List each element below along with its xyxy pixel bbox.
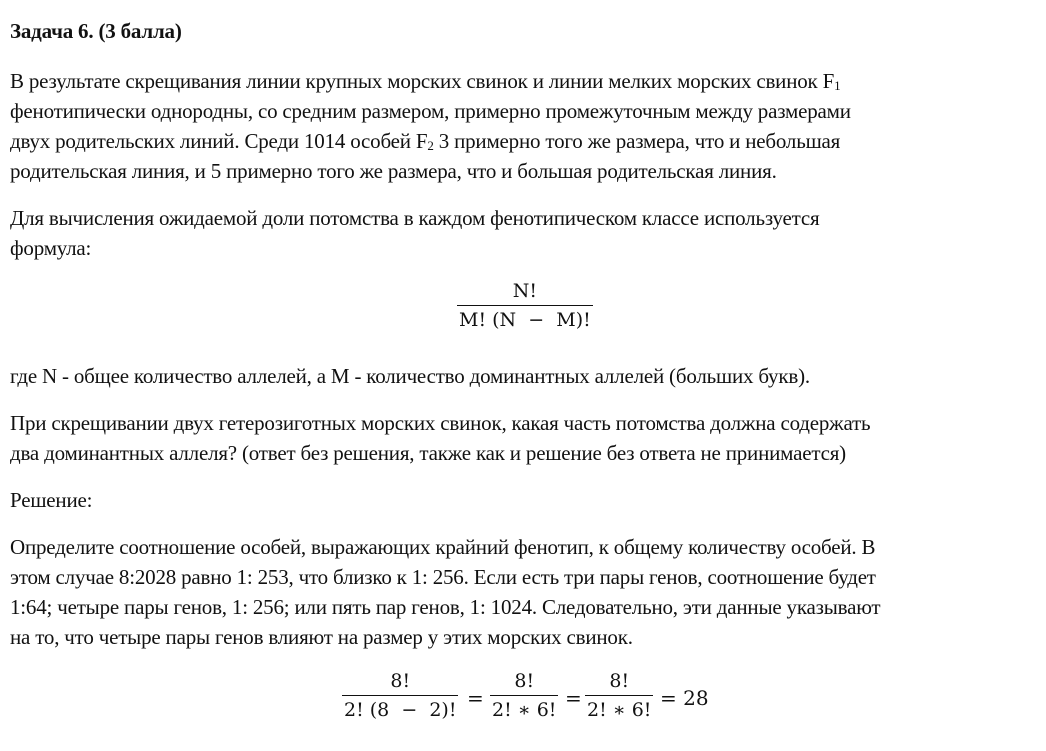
task-title: Задача 6. (3 балла) [10, 19, 182, 43]
p5-line: этом случае 8:2028 равно 1: 253, что близко к 1: 256. Если есть три пары генов, соотношение будет [10, 565, 876, 589]
denominator: 2! ∗ 6! [490, 695, 558, 721]
denominator: 2! ∗ 6! [585, 695, 653, 721]
text: 3 примерно того же размера, что и небольшая [433, 129, 841, 153]
result: = 28 [660, 686, 709, 710]
p4-line: При скрещивании двух гетерозиготных морских свинок, какая часть потомства должна содержать [10, 411, 871, 435]
denominator: M! (N − M)! [457, 305, 593, 331]
solution-label: Решение: [10, 488, 93, 512]
p5-line: на то, что четыре пары генов влияют на размер у этих морских свинок. [10, 625, 633, 649]
p3-line: где N - общее количество аллелей, а M - количество доминантных аллелей (больших букв). [10, 364, 810, 388]
fraction-1 [342, 670, 458, 721]
numerator: N! [512, 280, 537, 302]
subscript: 1 [834, 78, 841, 93]
subscript: 2 [427, 138, 434, 153]
p5-line: 1:64; четыре пары генов, 1: 256; или пять пар генов, 1: 1024. Следовательно, эти данные указывают [10, 595, 881, 619]
p1-line: фенотипически однородны, со средним размером, примерно промежуточным между размерами [10, 99, 851, 123]
numerator: 8! [514, 670, 535, 692]
numerator: 8! [609, 670, 630, 692]
p5-line: Определите соотношение особей, выражающих крайний фенотип, к общему количеству особей. В [10, 535, 876, 559]
numerator: 8! [390, 670, 411, 692]
p1-line: родительская линия, и 5 примерно того же размера, что и большая родительская линия. [10, 159, 777, 183]
fraction-3 [585, 670, 653, 721]
denominator: 2! (8 − 2)! [342, 695, 458, 721]
formula-combination [457, 280, 593, 331]
p4-line: два доминантных аллеля? (ответ без решения, также как и решение без ответа не принимается) [10, 441, 846, 465]
text: В результате скрещивания линии крупных морских свинок и линии мелких морских свинок F [10, 69, 835, 93]
text: двух родительских линий. Среди 1014 особей F [10, 129, 428, 153]
equals-sign: = [565, 686, 582, 710]
fraction-2 [490, 670, 558, 721]
equals-sign: = [467, 686, 484, 710]
p2-line: Для вычисления ожидаемой доли потомства в каждом фенотипическом классе используется [10, 206, 820, 230]
p2-line: формула: [10, 236, 92, 260]
